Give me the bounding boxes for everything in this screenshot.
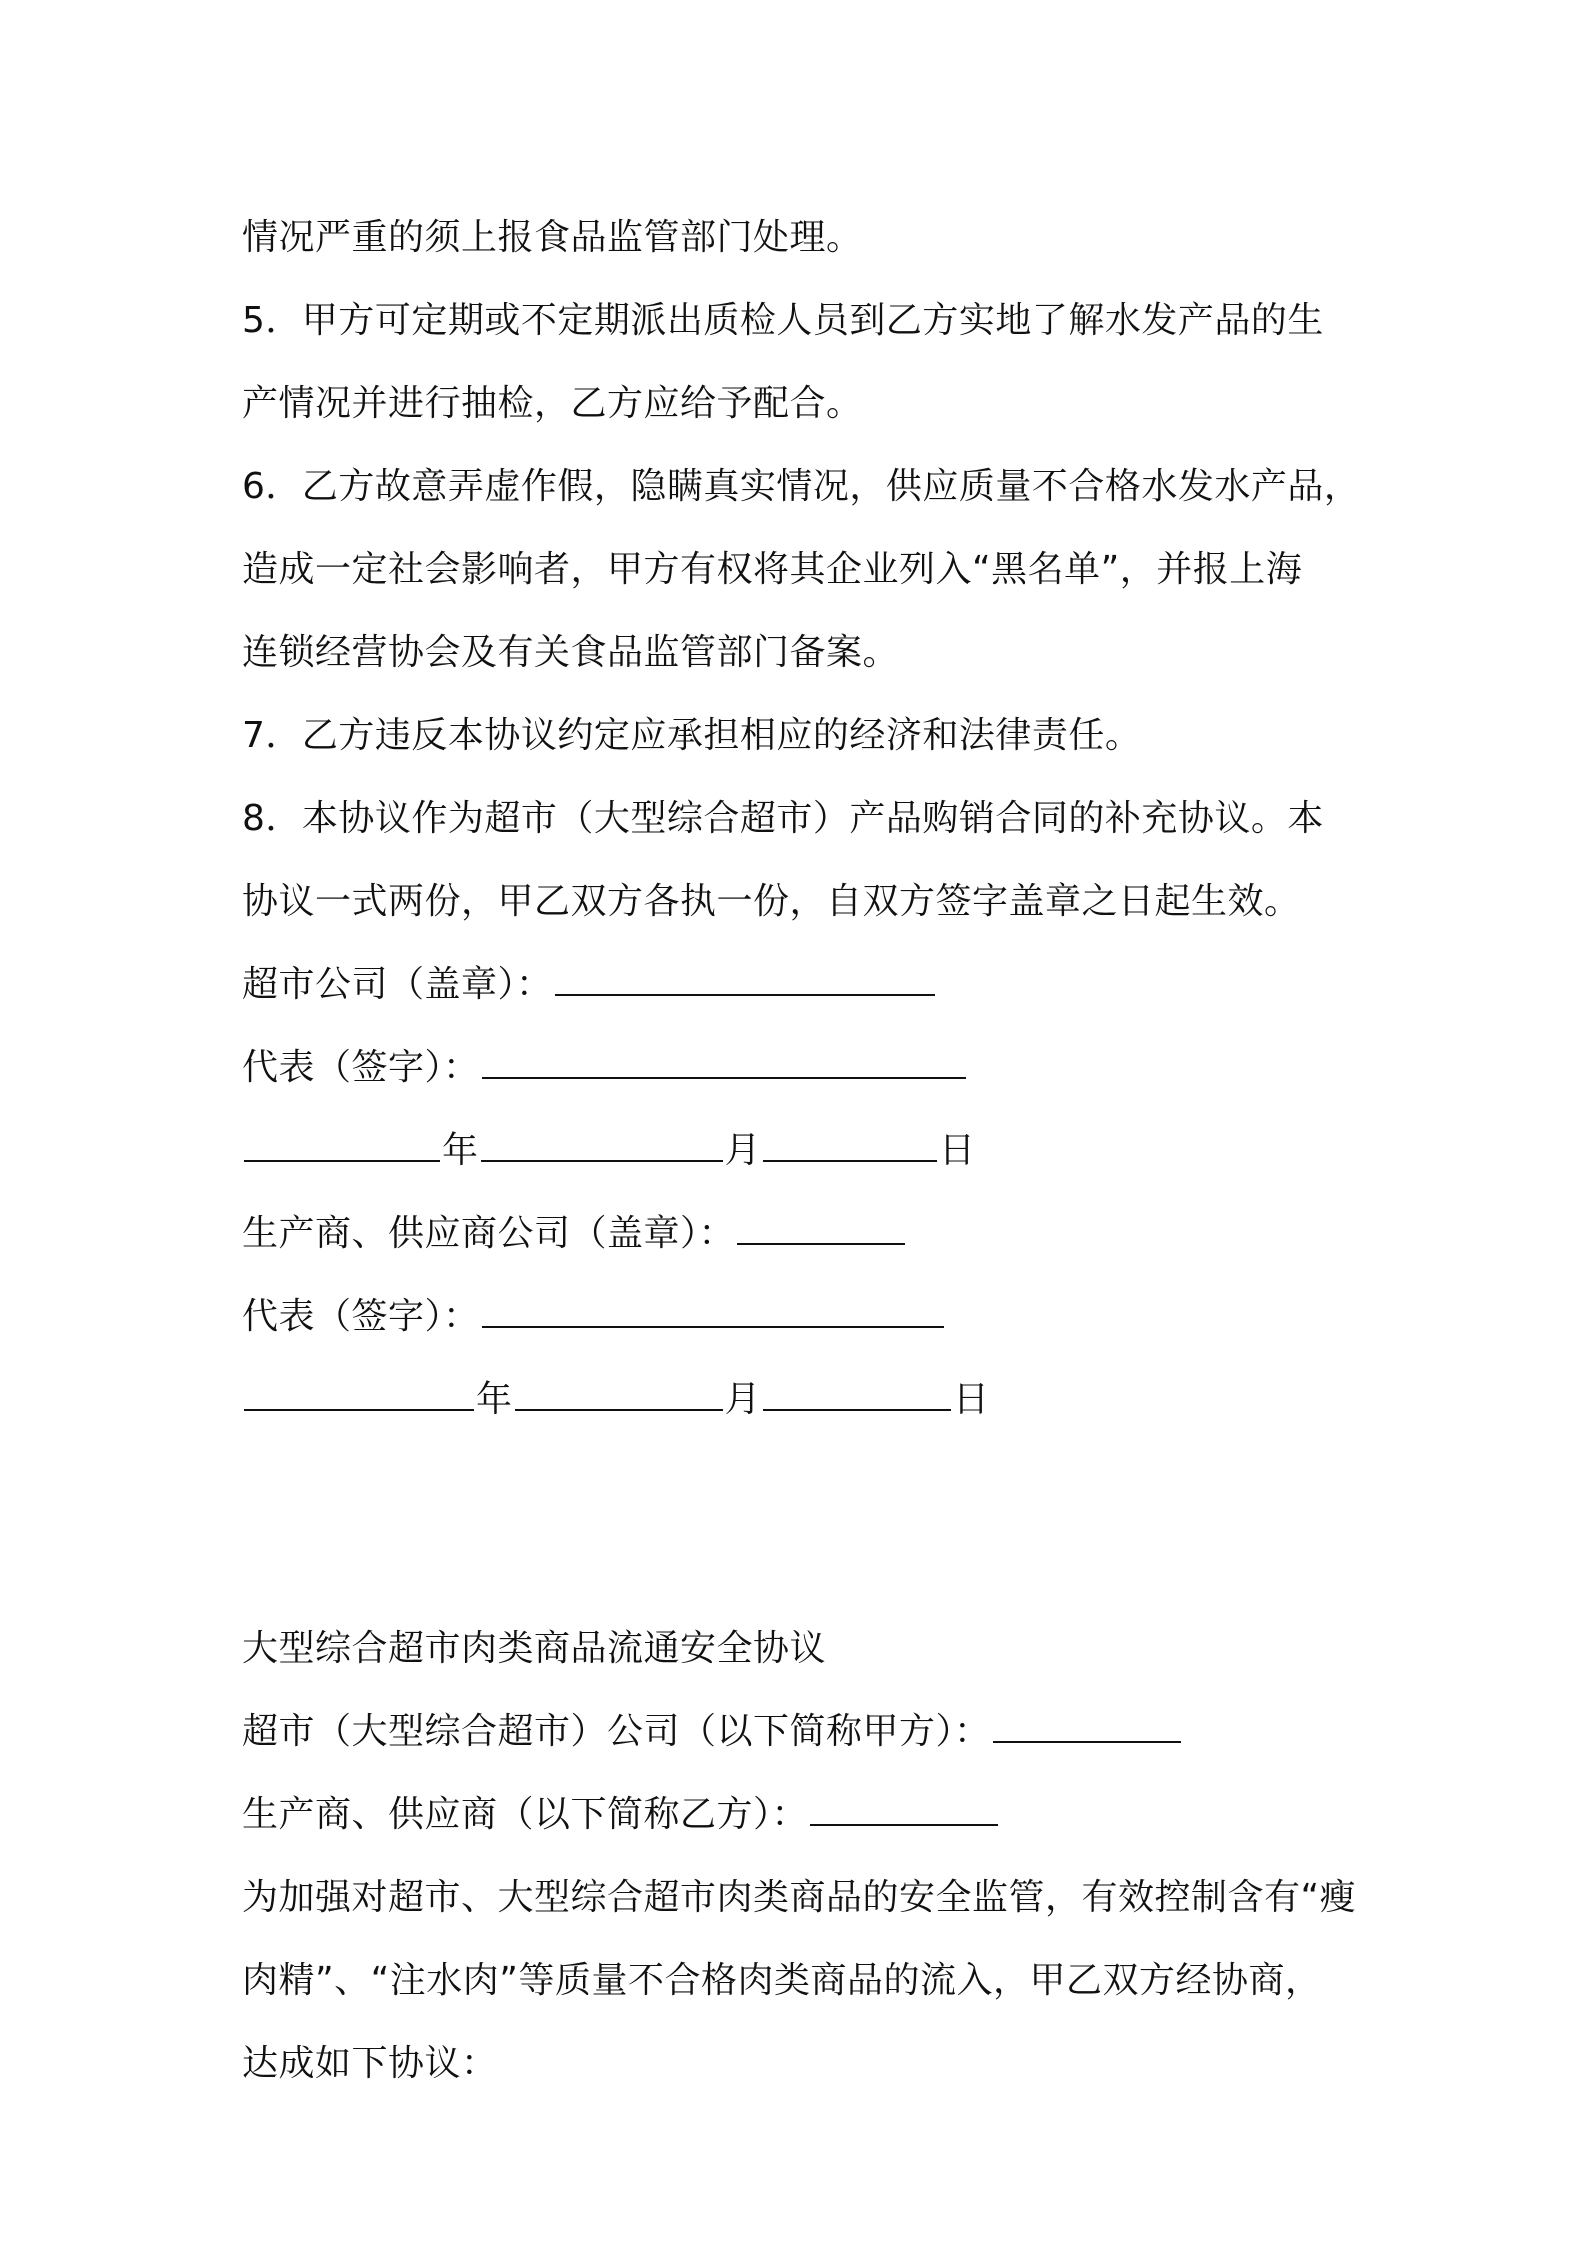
section-spacer [242, 1441, 1392, 1607]
supermarket-seal-row [242, 943, 1392, 1026]
item-5-line-2: 产情况并进行抽检，乙方应给予配合。 [242, 383, 863, 424]
intro-line-2: 肉精”、“注水肉”等质量不合格肉类商品的流入，甲乙双方经协商， [242, 1960, 1322, 2001]
rep-signature-blank-2[interactable] [482, 1296, 944, 1328]
month-blank-1[interactable] [481, 1130, 723, 1162]
producer-seal-blank[interactable] [737, 1213, 905, 1245]
day-blank-2[interactable] [763, 1379, 951, 1411]
item-7-line-1: 7．乙方违反本协议约定应承担相应的经济和法律责任。 [242, 715, 1142, 756]
rep-signature-blank-1[interactable] [482, 1047, 966, 1079]
month-blank-2[interactable] [515, 1379, 723, 1411]
item-6-line-1: 6．乙方故意弄虚作假，隐瞒真实情况，供应质量不合格水发水产品， [242, 466, 1361, 507]
year-blank-2[interactable] [244, 1379, 474, 1411]
item-6-line-3: 连锁经营协会及有关食品监管部门备案。 [242, 632, 900, 673]
rep-label-1: 代表（签字）： [242, 1047, 480, 1088]
date-row-1 [242, 1109, 1392, 1192]
item-5-line-1: 5．甲方可定期或不定期派出质检人员到乙方实地了解水发产品的生 [242, 300, 1324, 341]
month-label-1: 月 [724, 1130, 762, 1171]
year-label-2: 年 [476, 1379, 513, 1420]
year-label-1: 年 [442, 1130, 479, 1171]
party-a-blank[interactable] [993, 1711, 1181, 1743]
year-blank-1[interactable] [244, 1130, 440, 1162]
day-label-2: 日 [953, 1379, 990, 1420]
item-8-line-2: 协议一式两份，甲乙双方各执一份，自双方签字盖章之日起生效。 [242, 881, 1301, 922]
party-b-blank[interactable] [810, 1794, 998, 1826]
day-label-1: 日 [939, 1130, 976, 1171]
item-8-line-1: 8．本协议作为超市（大型综合超市）产品购销合同的补充协议。本 [242, 798, 1324, 839]
producer-seal-row [242, 1192, 1392, 1275]
intro-line-3: 达成如下协议： [242, 2043, 498, 2084]
supermarket-seal-label: 超市公司（盖章）： [242, 964, 553, 1005]
rep-label-2: 代表（签字）： [242, 1296, 480, 1337]
month-label-2: 月 [724, 1379, 762, 1420]
rep-signature-row-2 [242, 1275, 1392, 1358]
party-a-label: 超市（大型综合超市）公司（以下简称甲方）： [242, 1711, 991, 1752]
item-6-line-2: 造成一定社会影响者，甲方有权将其企业列入“黑名单”，并报上海 [242, 549, 1303, 590]
supermarket-seal-blank[interactable] [555, 964, 935, 996]
day-blank-1[interactable] [763, 1130, 937, 1162]
intro-line-1: 为加强对超市、大型综合超市肉类商品的安全监管，有效控制含有“瘦 [242, 1877, 1357, 1918]
party-b-row [242, 1773, 1392, 1856]
agreement-title: 大型综合超市肉类商品流通安全协议 [242, 1628, 827, 1669]
date-row-2 [242, 1358, 1392, 1441]
party-b-label: 生产商、供应商（以下简称乙方）： [242, 1794, 809, 1835]
paragraph-line: 情况严重的须上报食品监管部门处理。 [242, 217, 863, 258]
party-a-row [242, 1690, 1392, 1773]
rep-signature-row-1 [242, 1026, 1392, 1109]
producer-seal-label: 生产商、供应商公司（盖章）： [242, 1213, 736, 1254]
document-body [242, 196, 1392, 2105]
